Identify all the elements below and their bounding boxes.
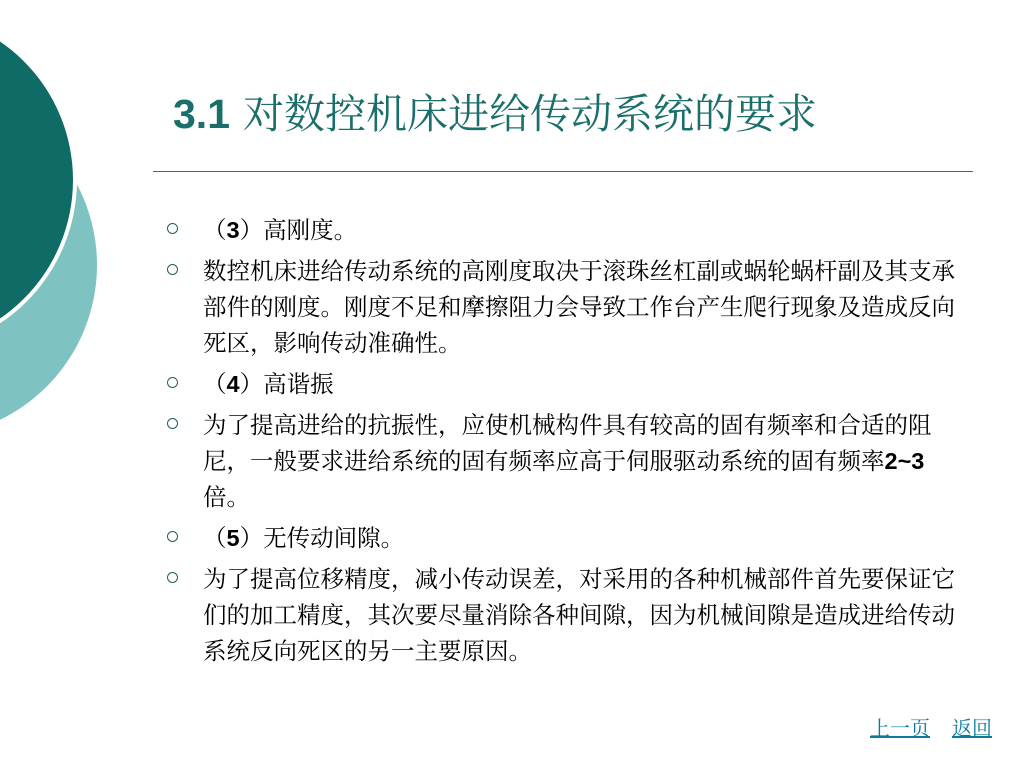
- bullet-text: ）高谐振: [239, 370, 334, 398]
- bullet-circle-icon: [167, 572, 178, 583]
- bullet-bold-text: 2~3: [884, 448, 925, 474]
- decorative-circles: [0, 0, 110, 420]
- title-text: 对数控机床进给传动系统的要求: [230, 90, 818, 138]
- title-divider: [153, 171, 973, 172]
- bullet-circle-icon: [167, 264, 178, 275]
- bullet-text: 倍。: [203, 483, 250, 511]
- bullet-circle-icon: [167, 377, 178, 388]
- bullet-lead-text: 数控机床进给传动系统的高刚度取决于滚珠丝杠副或蜗轮蜗杆副及其支承部件的刚度。刚度不足和摩擦阻力会导致工作台产生爬行现象及造成反向死区，影响传动准确性。: [203, 257, 955, 357]
- bullet-circle-icon: [167, 531, 178, 542]
- bullet-item-no-backlash-body: [160, 561, 960, 669]
- bullet-text: ）无传动间隙。: [239, 524, 405, 552]
- bullet-item-high-stiffness-heading: [160, 212, 960, 248]
- bullet-lead-text: 为了提高进给的抗振性，应使机械构件具有较高的固有频率和合适的阻尼，一般要求进给系统的固有频率应高于伺服驱动系统的固有频率: [203, 411, 932, 475]
- bullet-lead-text: （: [203, 370, 227, 398]
- bullet-bold-text: 4: [226, 371, 240, 397]
- bullet-item-resonance-heading: [160, 366, 960, 402]
- previous-page-link[interactable]: 上一页: [870, 716, 930, 740]
- bullet-circle-icon: [167, 223, 178, 234]
- bullet-item-resonance-body: [160, 407, 960, 515]
- bullet-lead-text: （: [203, 524, 227, 552]
- bullet-text: ）高刚度。: [239, 216, 358, 244]
- bullet-bold-text: 5: [226, 525, 240, 551]
- bullet-lead-text: （: [203, 216, 227, 244]
- return-link[interactable]: 返回: [952, 716, 992, 740]
- bullet-item-no-backlash-heading: [160, 520, 960, 556]
- bullet-circle-icon: [167, 418, 178, 429]
- slide-title: [173, 90, 993, 139]
- bullet-list: [160, 212, 960, 674]
- bullet-item-high-stiffness-body: [160, 253, 960, 361]
- slide-navigation: [848, 715, 992, 741]
- bullet-bold-text: 3: [226, 217, 240, 243]
- bullet-lead-text: 为了提高位移精度，减小传动误差，对采用的各种机械部件首先要保证它们的加工精度，其次要尽量消除各种间隙，因为机械间隙是造成进给传动系统反向死区的另一主要原因。: [203, 565, 955, 665]
- title-number: 3.1: [173, 91, 230, 137]
